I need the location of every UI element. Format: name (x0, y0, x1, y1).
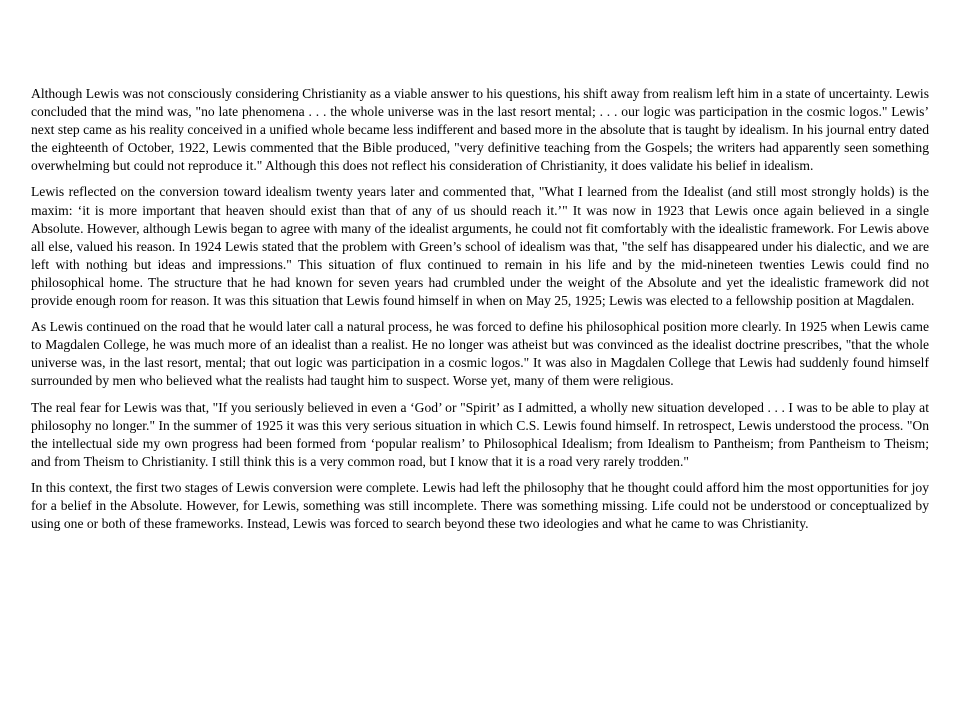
paragraph-1: Although Lewis was not consciously considering Christianity as a viable answer to his questions, his shift away from realism left him in a state of uncertainty. Lewis concluded that the mind was, "no late phenomena . . . the whole universe was in the last resort mental; . . . our logic was participation in the cosmic logos." Lewis’ next step came as his reality conceived in a unified whole became less indifferent and based more in the absolute that is taught by idealism. In his journal entry dated the eighteenth of October, 1922, Lewis commented that the Bible produced, "very definitive teaching from the Gospels; the writers had apparently seen something overwhelming but could not reproduce it." Although this does not reflect his consideration of Christianity, it does validate his belief in idealism. (31, 86, 929, 174)
paragraph-5: In this context, the first two stages of Lewis conversion were complete. Lewis had left the philosophy that he thought could afford him the most opportunities for joy for a belief in the Absolute. However, for Lewis, something was still incomplete. There was something missing. Life could not be understood or conceptualized by using one or both of these frameworks. Instead, Lewis was forced to search beyond these two ideologies and what he came to was Christianity. (31, 479, 929, 532)
paragraph-4: The real fear for Lewis was that, "If you seriously believed in even a ‘God’ or "Spirit’ as I admitted, a wholly new situation developed . . . I was to be able to play at philosophy no longer." In the summer of 1925 it was this very serious situation in which C.S. Lewis found himself. In retrospect, Lewis understood the process. "On the intellectual side my own progress had been formed from ‘popular realism’ to Philosophical Idealism; from Idealism to Pantheism; from Pantheism to Theism; and from Theism to Christianity. I still think this is a very common road, but I know that it is a road very rarely trodden." (31, 399, 929, 469)
paragraph-2: Lewis reflected on the conversion toward idealism twenty years later and commented that, "What I learned from the Idealist (and still most strongly holds) is the maxim: ‘it is more important that heaven should exist than that of any of us should reach it.’" It was now in 1923 that Lewis once again believed in a single Absolute. However, although Lewis began to agree with many of the idealist arguments, he could not fit comfortably with the idealistic framework. For Lewis above all else, valued his reason. In 1924 Lewis stated that the problem with Green’s school of idealism was that, "the self has disappeared under his dialectic, and we are left with nothing but ideas and impressions." This situation of flux continued to remain in his life and by the mid-nineteen twenties Lewis could find no philosophical home. The structure that he had known for seven years had crumbled under the weight of the Absolute and yet the idealistic framework did not provide enough room for reason. It was this situation that Lewis found himself in when on May 25, 1925; Lewis was elected to a fellowship position at Magdalen. (31, 184, 929, 309)
paragraph-3: As Lewis continued on the road that he would later call a natural process, he was forced to define his philosophical position more clearly. In 1925 when Lewis came to Magdalen College, he was much more of an idealist than a realist. He no longer was atheist but was convinced as the idealist doctrine prescribes, "that the whole universe was, in the last resort, mental; that out logic was participation in a cosmic logos." It was also in Magdalen College that Lewis had suddenly found himself surrounded by men who believed what the realists had taught him to suspect. Worse yet, many of them were religious. (31, 319, 929, 389)
body-text (31, 85, 929, 541)
